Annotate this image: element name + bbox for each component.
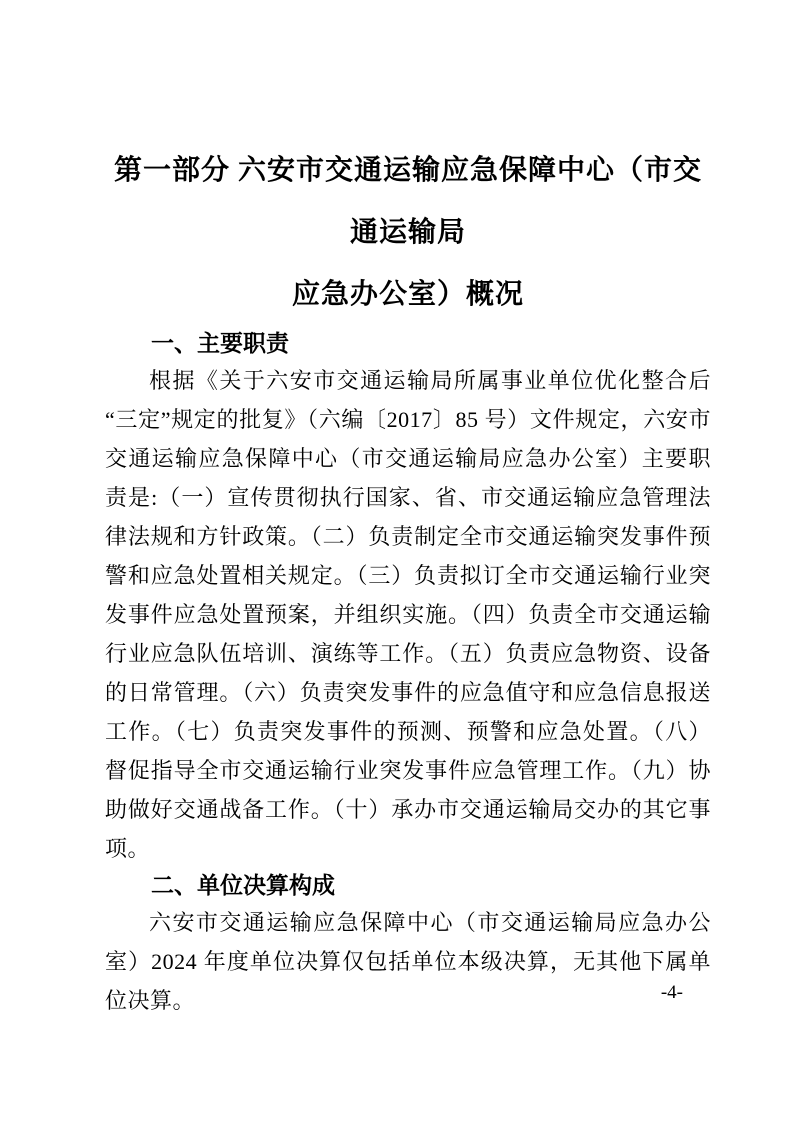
document-content — [105, 140, 711, 1020]
page-number: -4- — [660, 982, 683, 1003]
paragraph-budget-composition: 六安市交通运输应急保障中心（市交通运输局应急办公室）2024 年度单位决算仅包括单位本级决算，无其他下属单位决算。 — [105, 910, 711, 1013]
section-heading-budget-composition: 二、单位决算构成 — [151, 872, 335, 898]
paragraph-main-duties: 根据《关于六安市交通运输局所属事业单位优化整合后“三定”规定的批复》（六编〔2017〕85 号）文件规定，六安市交通运输应急保障中心（市交通运输局应急办公室）主要职责是:（一）宣传贯彻执行国家、省、市交通运输应急管理法律法规和方针政策。（二）负责制定全市交通运输突发事件预警和应急处置相关规定。（三）负责拟订全市交通运输行业突发事件应急处置预案，并组织实施。（四）负责全市交通运输行业应急队伍培训、演练等工作。（五）负责应急物资、设备的日常管理。（六）负责突发事件的应急值守和应急信息报送工作。（七）负责突发事件的预测、预警和应急处置。（八）督促指导全市交通运输行业突发事件应急管理工作。（九）协助做好交通战备工作。（十）承办市交通运输局交办的其它事项。 — [105, 368, 711, 861]
document-title — [105, 140, 711, 326]
document-title-line-1: 第一部分 六安市交通运输应急保障中心（市交通运输局 — [113, 155, 702, 248]
section-heading-main-duties: 一、主要职责 — [151, 330, 289, 356]
document-title-line-2: 应急办公室）概况 — [291, 279, 524, 310]
